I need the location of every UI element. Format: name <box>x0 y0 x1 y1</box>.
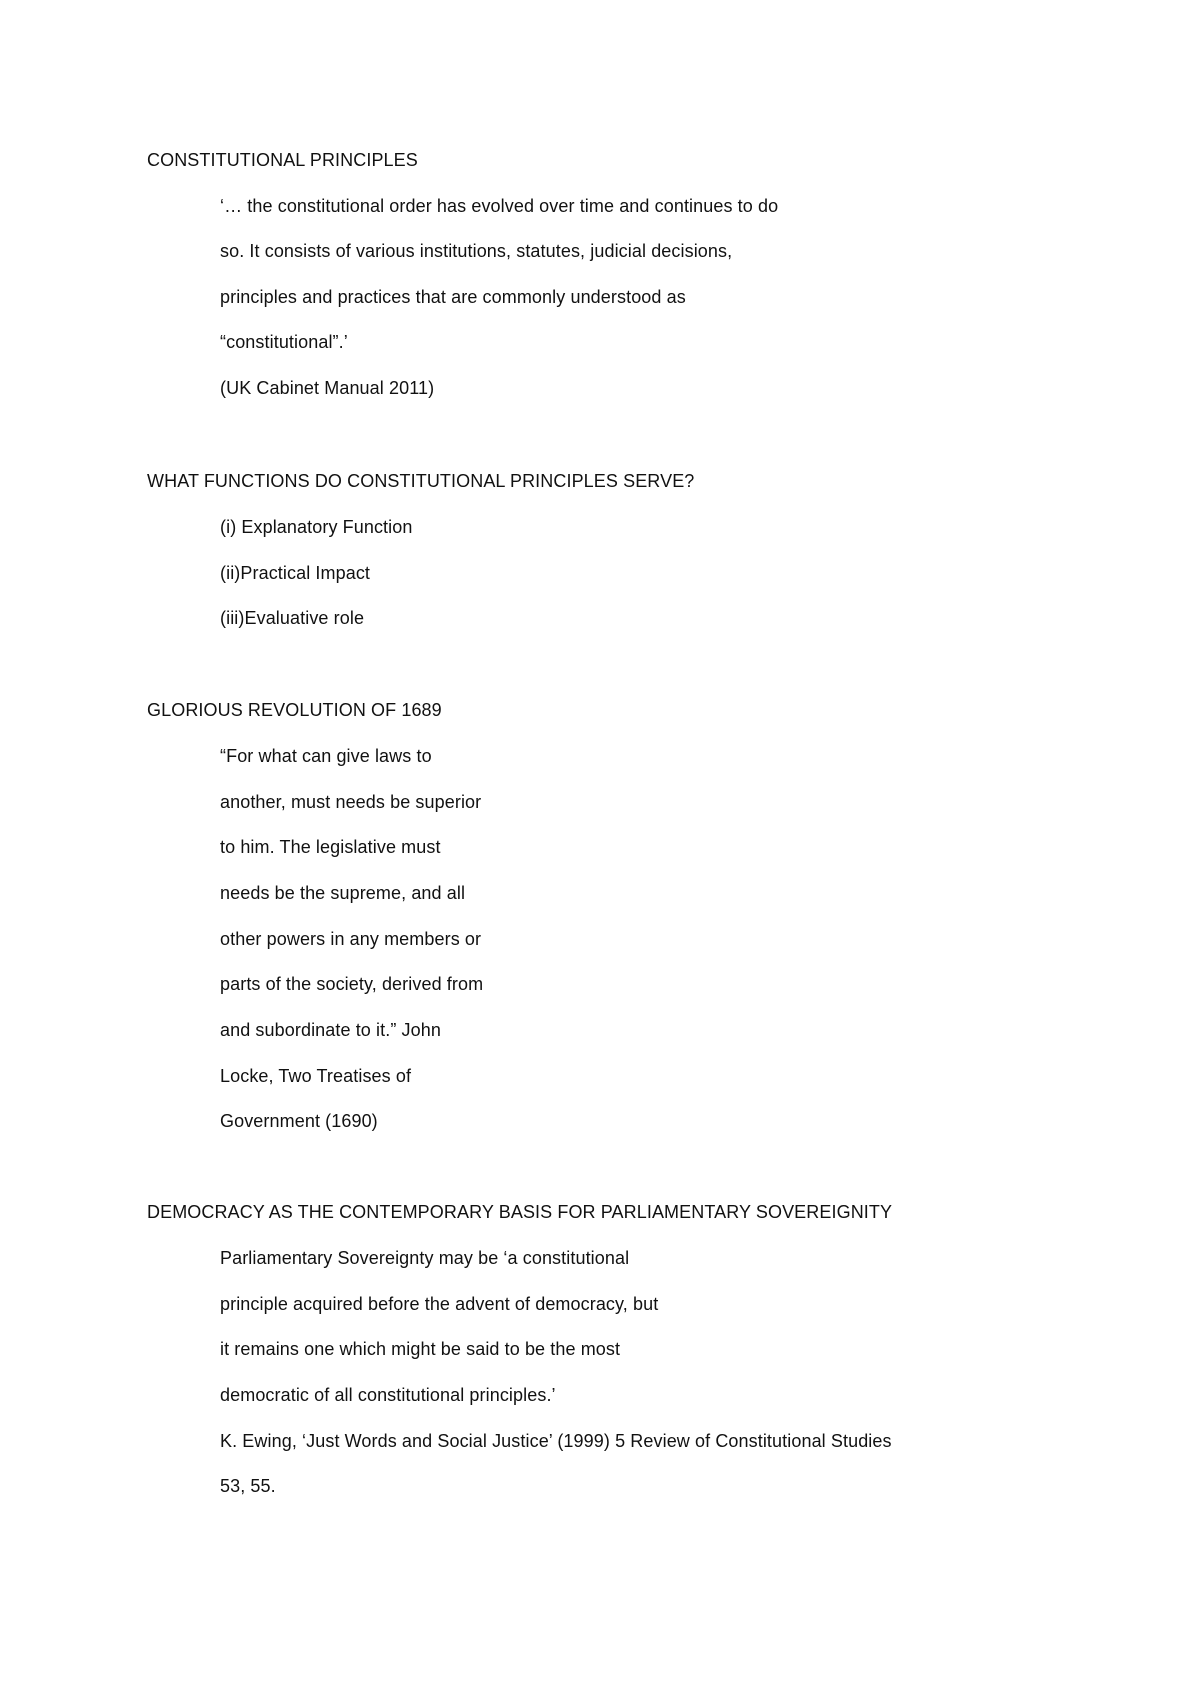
quote-line: Locke, Two Treatises of <box>220 1066 412 1086</box>
list-item: (i) Explanatory Function <box>220 517 413 537</box>
citation-line: 53, 55. <box>220 1476 276 1496</box>
quote-line: democratic of all constitutional principles.’ <box>220 1385 556 1405</box>
quote-line: ‘… the constitutional order has evolved over time and continues to do <box>220 196 779 216</box>
quote-line: another, must needs be superior <box>220 792 482 812</box>
quote-line: it remains one which might be said to be the most <box>220 1339 621 1359</box>
citation-line: K. Ewing, ‘Just Words and Social Justice’ (1999) 5 Review of Constitutional Studies <box>220 1431 892 1451</box>
quote-line: and subordinate to it.” John <box>220 1020 441 1040</box>
quote-line: Parliamentary Sovereignty may be ‘a constitutional <box>220 1248 630 1268</box>
section-heading: GLORIOUS REVOLUTION OF 1689 <box>147 700 442 720</box>
citation-line: Government (1690) <box>220 1111 378 1131</box>
quote-line: needs be the supreme, and all <box>220 883 466 903</box>
quote-line: so. It consists of various institutions, statutes, judicial decisions, <box>220 241 733 261</box>
section-heading: WHAT FUNCTIONS DO CONSTITUTIONAL PRINCIPLES SERVE? <box>147 471 695 491</box>
quote-line: principle acquired before the advent of democracy, but <box>220 1294 659 1314</box>
quote-line: principles and practices that are commonly understood as <box>220 287 686 307</box>
quote-line: “For what can give laws to <box>220 746 432 766</box>
quote-line: “constitutional”.’ <box>220 332 348 352</box>
list-item: (iii)Evaluative role <box>220 608 365 628</box>
section-heading: DEMOCRACY AS THE CONTEMPORARY BASIS FOR PARLIAMENTARY SOVEREIGNITY <box>147 1202 893 1222</box>
quote-line: other powers in any members or <box>220 929 482 949</box>
section-heading: CONSTITUTIONAL PRINCIPLES <box>147 150 418 170</box>
quote-line: to him. The legislative must <box>220 837 441 857</box>
quote-line: parts of the society, derived from <box>220 974 484 994</box>
list-item: (ii)Practical Impact <box>220 563 371 583</box>
citation-line: (UK Cabinet Manual 2011) <box>220 378 435 398</box>
